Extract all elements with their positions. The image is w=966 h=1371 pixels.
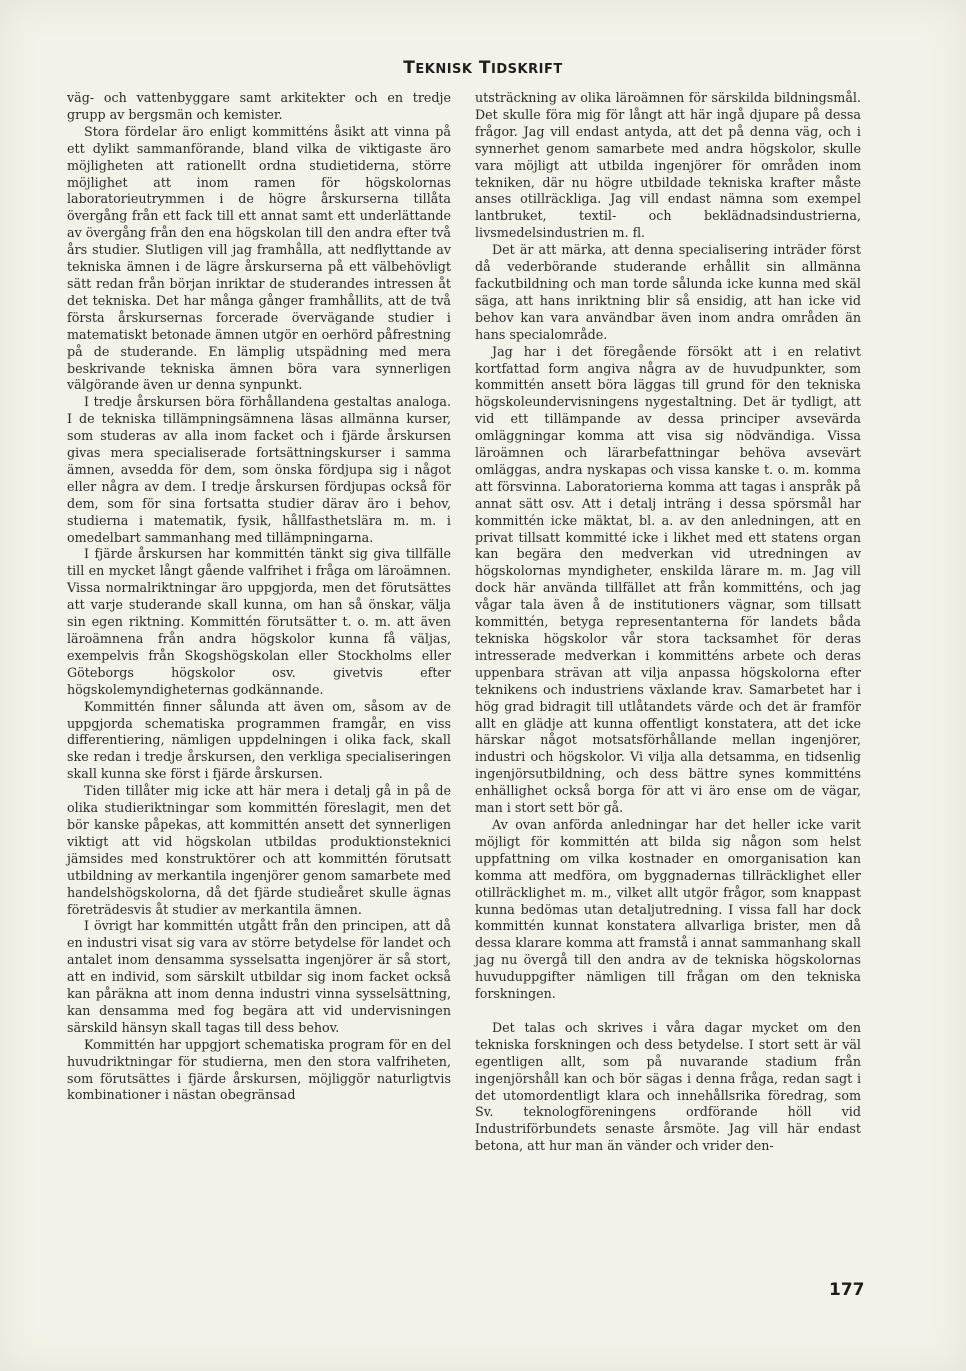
header-word-2: IDSKRIFT (491, 62, 563, 77)
paragraph: I tredje årskursen böra förhållandena gestaltas analoga. I de tekniska tillämpningsämnena läsas allmänna kurser, som studeras av alla inom facket och i fjärde årskursen givas mera specialiserade fortsättningskurser i samma ämnen, avsedda för dem, som önska fördjupa sig i något eller några av dem. I tredje årskursen fördjupas också för dem, som för sina fortsatta studier därav äro i behov, studierna i matematik, fysik, hållfasthetslära m. m. i omedelbart sammanhang med tillämpningarna. (67, 394, 451, 545)
left-column (67, 90, 451, 1104)
paragraph: väg- och vattenbyggare samt arkitekter och en tredje grupp av bergsmän och kemister. (67, 90, 451, 122)
paragraph: Kommittén har uppgjort schematiska program för en del huvudriktningar för studierna, men den stora valfriheten, som förutsättes i fjärde årskursen, möjliggör naturligtvis kombinationer i nästan obegränsad (67, 1036, 451, 1103)
journal-header (0, 58, 966, 78)
header-initial-1: T (403, 58, 416, 78)
paragraph: utsträckning av olika läroämnen för särskilda bildningsmål. Det skulle föra mig för långt att här ingå djupare på dessa frågor. Jag vill endast antyda, att det på denna väg, och i synnerhet genom samarbete med andra högskolor, skulle vara möjligt att utbilda ingenjörer för områden inom tekniken, där nu högre utbildade tekniska krafter måste anses otillräckliga. Jag vill endast nämna som exempel lantbruket, textil- och beklädnadsindustrierna, livsmedelsindustrien m. fl. (475, 90, 861, 241)
paragraph: Jag har i det föregående försökt att i en relativt kortfattad form angiva några av de huvudpunkter, som kommittén ansett böra läggas till grund för den tekniska högskoleundervisningens nygestaltning. Det är tydligt, att vid ett tillämpande av dessa principer avsevärda omläggningar komma att visa sig nödvändiga. Vissa läroämnen och lärarbefattningar behöva avsevärt omläggas, andra nyskapas och vissa kanske t. o. m. komma att försvinna. Laboratorierna komma att tagas i anspråk på annat sätt osv. Att i detalj inträng i dessa spörsmål har kommittén icke mäktat, bl. a. av den anledningen, att en privat tillsatt kommitté icke i likhet med ett statens organ kan begära den medverkan vid utredningen av högskolornas myndigheter, enskilda lärare m. m. Jag vill dock här använda tillfället att från kommitténs, och jag vågar tala även å de institutioners vägnar, som tillsatt kommittén, betyga representanterna för landets båda tekniska högskolor vår stora tacksamhet för deras intresserade medverkan i kommitténs arbete och deras uppenbara strävan att vilja anpassa högskolorna efter teknikens och industriens växlande krav. Samarbetet har i hög grad bidragit till utlåtandets värde och det är framför allt en glädje att kunna offentligt konstatera, att det icke härskar något motsatsförhållande mellan ingenjörer, industri och högskolor. Vi vilja alla detsamma, en tidsenlig ingenjörsutbildning, och dess bättre synes kommitténs enhällighet också borga för att vi äro ense om de vägar, man i stort sett bör gå. (475, 343, 861, 816)
page-number: 177 (829, 1280, 865, 1300)
paragraph: I övrigt har kommittén utgått från den principen, att då en industri visat sig vara av större betydelse för landet och antalet inom densamma sysselsatta ingenjörer är så stort, att en individ, som särskilt utbildar sig inom facket också kan påräkna att inom denna industri vinna sysselsättning, kan densamma med fog begära att vid undervisningen särskild hänsyn skall tagas till dess behov. (67, 918, 451, 1035)
paragraph: Det är att märka, att denna specialisering inträder först då vederbörande studerande erhållit sin allmänna fackutbildning och man torde sålunda icke kunna med skäl säga, att hans inriktning blir så ensidig, att han icke vid behov kan vara användbar även inom andra områden än hans specialområde. (475, 242, 861, 342)
paragraph: Det talas och skrives i våra dagar mycket om den tekniska forskningen och dess betydelse. I stort sett är väl egentligen allt, som på nuvarande stadium från ingenjörshåll kan och bör sägas i denna fråga, redan sagt i det utomordentligt klara och innehållsrika föredrag, som Sv. teknologföreningens ordförande höll vid Industriförbundets senaste årsmöte. Jag vill här endast betona, att hur man än vänder och vrider den- (475, 1019, 861, 1154)
header-initial-2: T (478, 58, 492, 78)
paragraph: I fjärde årskursen har kommittén tänkt sig giva tillfälle till en mycket långt gående valfrihet i fråga om läroämnen. Vissa normalriktningar äro uppgjorda, men det förutsättes att varje studerande skall kunna, om han så önskar, välja sin egen riktning. Kommittén förutsätter t. o. m. att även läroämnena från andra högskolor kunna få väljas, exempelvis från Skogshögskolan eller Stockholms eller Göteborgs högskolor osv. givetvis efter högskolemyndigheternas godkännande. (67, 546, 451, 697)
paragraph: Stora fördelar äro enligt kommitténs åsikt att vinna på ett dylikt sammanförande, bland vilka de viktigaste äro möjligheten att rationellt ordna studietiderna, större möjlighet att inom ramen för högskolornas laboratorieutrymmen i de högre årskurserna tillåta övergång från ett fack till ett annat samt ett underlättande av övergång från den ena högskolan till den andra efter två års studier. Slutligen vill jag framhålla, att nedflyttande av tekniska ämnen i de lägre årskurserna på ett välbehövligt sätt redan från början inriktar de studerandes intressen åt det tekniska. Det har många gånger framhållits, att de två första årskursernas forcerade övervägande studier i matematiskt betonade ämnen utgör en oerhörd påfrestning på de studerande. En lämplig utspädning med mera beskrivande tekniska ämnen böra vara synnerligen välgörande även ur denna synpunkt. (67, 123, 451, 393)
right-column (475, 90, 861, 1155)
paragraph: Kommittén finner sålunda att även om, såsom av de uppgjorda schematiska programmen framgår, en viss differentiering, nämligen uppdelningen i olika fack, skall ske redan i tredje årskursen, den verkliga specialiseringen skall kunna ske först i fjärde årskursen. (67, 698, 451, 782)
paragraph: Av ovan anförda anledningar har det heller icke varit möjligt för kommittén att bilda sig någon som helst uppfattning om vilka kostnader en omorganisation kan komma att medföra, om byggnadernas tillräcklighet eller otillräcklighet m. m., vilket allt utgör frågor, som knappast kunna bedömas utan detaljutredning. I vissa fall har dock kommittén kunnat konstatera allvarliga brister, men då dessa klarare komma att framstå i annat sammanhang skall jag nu övergå till den andra av de tekniska högskolornas huvuduppgifter nämligen till frågan om den tekniska forskningen. (475, 816, 861, 1002)
header-word-1: EKNISK (415, 62, 473, 77)
paragraph: Tiden tillåter mig icke att här mera i detalj gå in på de olika studieriktningar som kommittén föreslagit, men det bör kanske påpekas, att kommittén ansett det synnerligen viktigt att vid högskolan utbildas produktionsteknici jämsides med konstruktörer och att kommittén förutsatt utbildning av merkantila ingenjörer genom samarbete med handelshögskolorna, då det fjärde studieåret skulle ägnas företrädesvis åt studier av merkantila ämnen. (67, 783, 451, 917)
